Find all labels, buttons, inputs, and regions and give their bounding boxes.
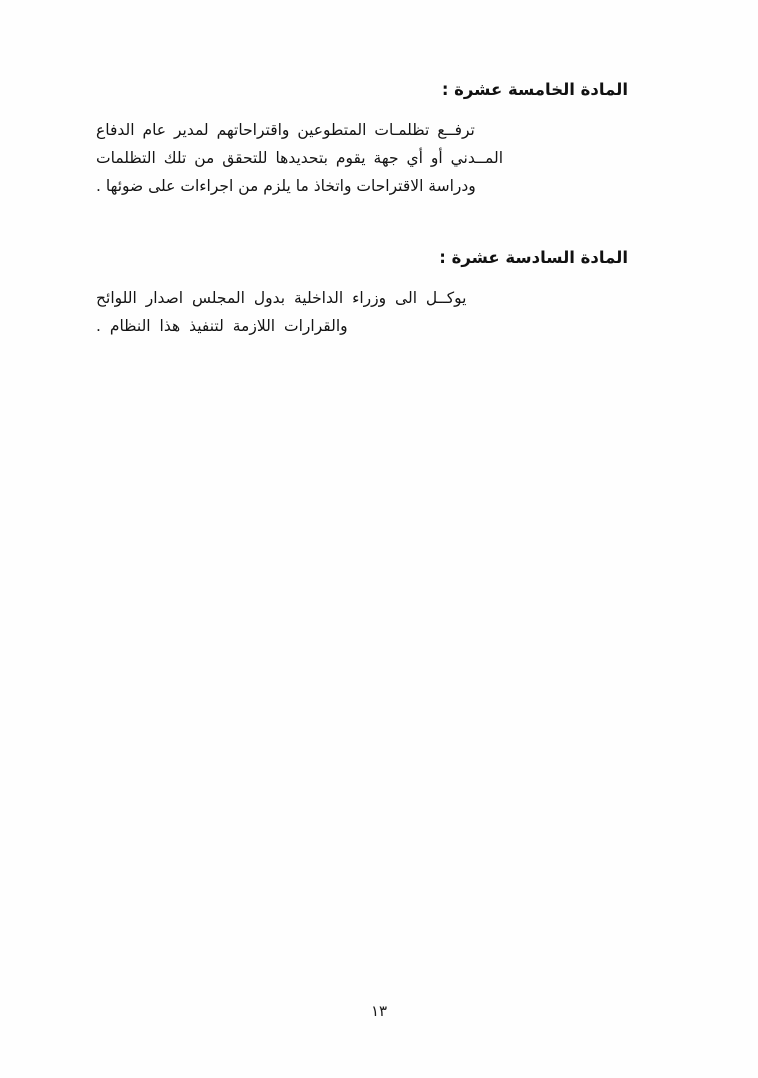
article-fifteen-line-1: ترفــع تظلمـات المتطوعين واقتراحاتهم لمدير عام الدفاع bbox=[96, 120, 475, 139]
article-sixteen-line-1: يوكــل الى وزراء الداخلية بدول المجلس اصدار اللوائح bbox=[96, 289, 467, 308]
article-sixteen-heading: المادة السادسة عشرة : bbox=[439, 248, 628, 268]
article-fifteen-line-3: ودراسة الاقتراحات واتخاذ ما يلزم من اجراءات على ضوئها . bbox=[96, 177, 476, 196]
article-sixteen-line-2: والقرارات اللازمة لتنفيذ هذا النظام . bbox=[96, 317, 348, 336]
article-sixteen bbox=[96, 246, 662, 340]
page-number: ١٣ bbox=[370, 1002, 388, 1020]
page-content bbox=[96, 78, 662, 375]
article-fifteen bbox=[96, 78, 662, 200]
article-sixteen-body bbox=[96, 284, 662, 340]
article-fifteen-line-2: المــدني أو أي جهة يقوم بتحديدها للتحقق من تلك التظلمات bbox=[96, 148, 504, 167]
article-fifteen-heading: المادة الخامسة عشرة : bbox=[441, 80, 628, 99]
article-fifteen-body bbox=[96, 116, 662, 201]
